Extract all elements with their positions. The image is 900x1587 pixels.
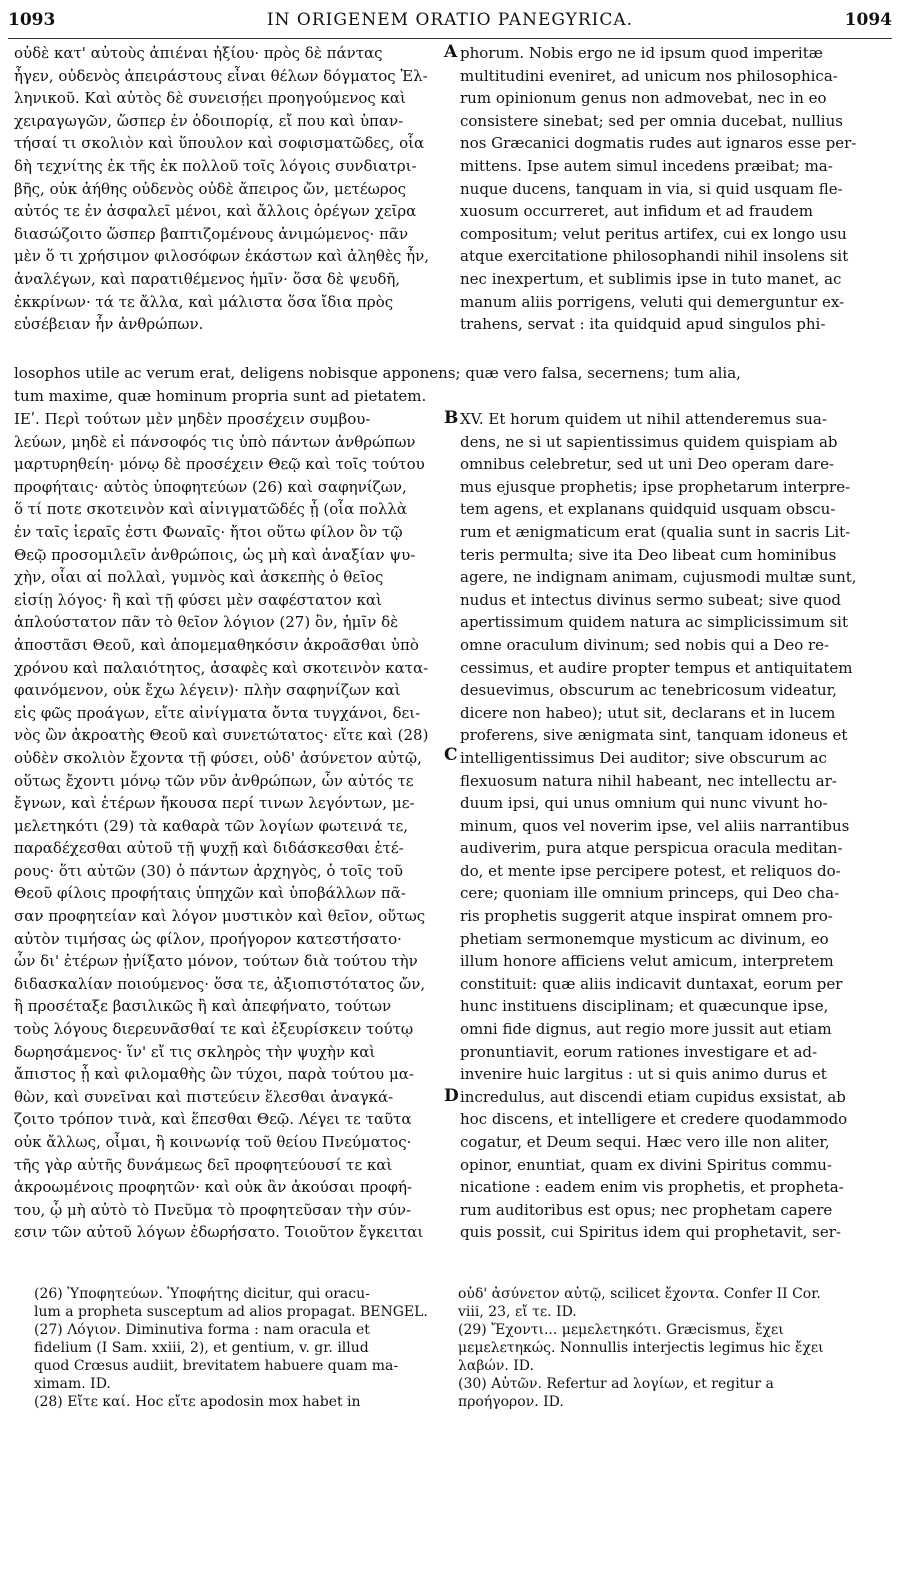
text-line: trahens, servat : ita quidquid apud singulos phi- (460, 315, 826, 334)
footnote-line: (30) Αὐτῶν. Refertur ad λογίων, et regitur a (458, 1376, 774, 1392)
text-line: θὼν, καὶ συνεῖναι καὶ πιστεύειν ἕλεσθαι ἀναγκά- (14, 1087, 394, 1106)
text-line: ρους· ὅτι αὐτῶν (30) ὁ πάντων ἀρχηγὸς, ὁ τοῖς τοῦ (14, 861, 404, 880)
text-line: χειραγωγῶν, ὥσπερ ἐν ὁδοιπορίᾳ, εἴ που καὶ ὑπαν- (14, 111, 404, 130)
text-line: multitudini eveniret, ad unicum nos philosophica- (460, 66, 838, 85)
text-line: εσιν τῶν αὐτοῦ λόγων ἐδωρήσατο. Τοιοῦτον ἔγκειται (14, 1223, 424, 1242)
footnote-line: ximam. ID. (34, 1376, 111, 1392)
text-line: εἰσίῃ λόγος· ἢ καὶ τῇ φύσει μὲν σαφέστατον καὶ (14, 590, 382, 609)
text-line: opinor, enuntiat, quam ex divini Spiritus commu- (460, 1155, 832, 1174)
text-line: tum maxime, quæ hominum propria sunt ad pietatem. (14, 386, 427, 405)
text-line: intelligentissimus Dei auditor; sive obscurum ac (460, 748, 827, 767)
text-line: μαρτυρηθείη· μόνῳ δὲ προσέχειν Θεῷ καὶ τοῖς τούτου (14, 455, 425, 474)
margin-marker-a: A (444, 42, 458, 62)
text-line: losophos utile ac verum erat, deligens nobisque apponens; quæ vero falsa, secernens; tum alia, (14, 364, 741, 382)
text-line: ἀκροωμένοις προφητῶν· καὶ οὐκ ἂν ἀκούσαι προφή- (14, 1178, 413, 1197)
text-line: apertissimum quidem natura ac simplicissimum sit (460, 613, 849, 632)
text-line: teris permulta; sive ita Deo libeat cum hominibus (460, 545, 837, 564)
text-line: οὐκ ἄλλως, οἶμαι, ἢ κοινωνίᾳ τοῦ θείου Πνεύματος· (14, 1133, 412, 1151)
footnote-line: οὐδ' ἀσύνετον αὐτῷ, scilicet ἔχοντα. Confer II Cor. (458, 1286, 821, 1302)
text-line: rum et ænigmaticum erat (qualia sunt in sacris Lit- (460, 522, 851, 541)
footnotes-left (34, 1285, 444, 1411)
latin-full-width-lines (14, 362, 890, 407)
text-line: τῆς γὰρ αὐτῆς δυνάμεως δεῖ προφητεύουσί τε καὶ (14, 1155, 393, 1174)
text-line: φαινόμενον, οὐκ ἔχω λέγειν)· πλὴν σαφηνίζων καὶ (14, 681, 401, 700)
text-line: χρόνου καὶ παλαιότητος, ἀσαφὲς καὶ σκοτεινὸν κατα- (14, 658, 429, 677)
text-line: omne oraculum divinum; sed nobis qui a Deo re- (460, 635, 830, 654)
margin-marker-c: C (444, 745, 458, 765)
footnote-line: λαβών. ID. (458, 1358, 534, 1374)
text-line: μελετηκότι (29) τὰ καθαρὰ τῶν λογίων φωτεινά τε, (14, 816, 409, 835)
margin-marker-d: D (444, 1086, 459, 1106)
text-line: Θεῷ προσομιλεῖν ἀνθρώποις, ὡς μὴ καὶ ἀναξίαν ψυ- (14, 545, 416, 564)
text-line: agere, ne indignam animam, cujusmodi multæ sunt, (460, 568, 857, 587)
text-line: ζοιτο τρόπον τινὰ, καὶ ἕπεσθαι Θεῷ. Λέγει τε ταῦτα (14, 1110, 412, 1129)
header-rule (8, 38, 892, 39)
text-line: atque exercitatione philosophandi nihil insolens sit (460, 247, 849, 266)
text-line: οὐδὲ κατ' αὐτοὺς ἀπιέναι ἠξίου· πρὸς δὲ πάντας (14, 44, 383, 62)
page-header (8, 10, 892, 36)
text-line: compositum; velut peritus artifex, cui ex longo usu (460, 224, 847, 243)
text-line: constituit: quæ aliis indicavit duntaxat, eorum per (460, 974, 843, 993)
text-line: ἀποστᾶσι Θεοῦ, καὶ ἀπομεμαθηκόσιν ἀκροᾶσθαι ὑπὸ (14, 635, 419, 654)
text-line: incredulus, aut discendi etiam cupidus exsistat, ab (460, 1087, 846, 1106)
text-line: cessimus, et audire propter tempus et antiquitatem (460, 658, 853, 677)
text-line: ὧν δι' ἑτέρων ᾐνίξατο μόνον, τούτων διὰ τούτου τὴν (14, 952, 418, 971)
text-line: desuevimus, obscurum ac tenebricosum videatur, (460, 681, 837, 700)
text-line: τοὺς λόγους διερευνᾶσθαί τε καὶ ἐξευρίσκειν τούτῳ (14, 1020, 414, 1039)
text-line: minum, quos vel noverim ipse, vel aliis narrantibus (460, 816, 850, 835)
text-line: consistere sinebat; sed per omnia ducebat, nullius (460, 111, 843, 130)
footnote-line: (26) Ὑποφητεύων. Ὑποφήτης dicitur, qui oracu- (34, 1286, 370, 1302)
text-line: του, ᾧ μὴ αὐτὸ τὸ Πνεῦμα τὸ προφητεῦσαν τὴν σύν- (14, 1200, 412, 1219)
text-line: nicatione : eadem enim vis prophetis, et propheta- (460, 1178, 844, 1197)
footnote-line: lum a propheta susceptum ad alios propagat. BENGEL. (34, 1304, 428, 1320)
text-line: illum honore afficiens velut amicum, interpretem (460, 952, 834, 971)
text-line: ἀναλέγων, καὶ παρατιθέμενος ἡμῖν· ὅσα δὲ ψευδῆ, (14, 269, 401, 288)
text-line: proferens, sive ænigmata sint, tanquam idoneus et (460, 726, 848, 745)
text-line: phetiam sermonemque mysticum ac divinum, eo (460, 929, 829, 948)
text-line: χὴν, οἷαι αἱ πολλαὶ, γυμνὸς καὶ ἀσκεπὴς ὁ θεῖος (14, 568, 384, 587)
left-column-number: 1093 (8, 10, 56, 30)
text-line: λεύων, μηδὲ εἰ πάνσοφός τις ὑπὸ πάντων ἀνθρώπων (14, 432, 416, 451)
text-line: ἐκκρίνων· τά τε ἄλλα, καὶ μάλιστα ὅσα ἴδια πρὸς (14, 292, 394, 311)
text-line: ἄπιστος ᾖ καὶ φιλομαθὴς ὢν τύχοι, παρὰ τούτου μα- (14, 1065, 414, 1084)
text-line: ἢ προσέταξε βασιλικῶς ἢ καὶ ἀπεφήνατο, τούτων (14, 997, 392, 1016)
text-line: nec inexpertum, et sublimis ipse in tuto manet, ac (460, 269, 842, 288)
text-line: xuosum occurreret, aut infidum et ad fraudem (460, 202, 813, 221)
text-line: ἁπλούστατον πᾶν τὸ θεῖον λόγιον (27) ὂν, ἡμῖν δὲ (14, 613, 399, 632)
text-line: audiverim, pura atque perspicua oracula meditan- (460, 839, 843, 858)
latin-column-top (460, 42, 890, 336)
greek-column-top (14, 42, 446, 336)
text-line: οὐδὲν σκολιὸν ἔχοντα τῇ φύσει, οὐδ' ἀσύνετον αὐτῷ, (14, 748, 422, 767)
text-line: τήσαί τι σκολιὸν καὶ ὕπουλον καὶ σοφισματῶδες, οἷα (14, 134, 425, 153)
text-line: δὴ τεχνίτης ἐκ τῆς ἐκ πολλοῦ τοῖς λόγοις συνδιατρι- (14, 156, 417, 175)
text-line: invenire huic largitus : ut si quis animo durus et (460, 1065, 827, 1084)
text-line: dicere non habeo); utut sit, declarans et in lucem (460, 703, 836, 722)
text-line: XV. Et horum quidem ut nihil attenderemus sua- (460, 410, 827, 428)
footnote-line: μεμελετηκώς. Nonnullis interjectis legimus hic ἔχει (458, 1340, 824, 1356)
text-line: ληνικοῦ. Καὶ αὐτὸς δὲ συνεισῄει προηγούμενος καὶ (14, 89, 406, 108)
text-line: nudus et intectus divinus sermo subeat; sive quod (460, 590, 842, 609)
text-line: duum ipsi, qui unus omnium qui nunc vivunt ho- (460, 794, 828, 813)
text-line: αὐτός τε ἐν ἀσφαλεῖ μένοι, καὶ ἄλλοις ὀρέγων χεῖρα (14, 202, 417, 221)
text-line: αὐτὸν τιμήσας ὡς φίλον, προήγορον κατεστήσατο· (14, 929, 402, 948)
text-line: εὐσέβειαν ἦν ἀνθρώπων. (14, 315, 204, 334)
text-line: rum opinionum genus non admovebat, nec in eo (460, 89, 827, 108)
text-line: tem agens, et explanans quidquid usquam obscu- (460, 500, 836, 519)
text-line: διδασκαλίαν ποιούμενος· ὅσα τε, ἀξιοπιστότατος ὤν, (14, 974, 426, 993)
text-line: mittens. Ipse autem simul incedens præibat; ma- (460, 156, 833, 175)
footnotes-right (458, 1285, 888, 1411)
text-line: hunc instituens disciplinam; et quæcunque ipse, (460, 997, 829, 1016)
text-line: phorum. Nobis ergo ne id ipsum quod imperitæ (460, 44, 823, 62)
text-line: ἐν ταῖς ἱεραῖς ἐστι Φωναῖς· ἤτοι οὕτω φίλον ὂν τῷ (14, 522, 403, 541)
footnote-line: (28) Εἴτε καί. Hoc εἴτε apodosin mox habet in (34, 1394, 361, 1410)
text-line: ris prophetis suggerit atque inspirat omnem pro- (460, 907, 833, 926)
text-line: flexuosum natura nihil habeant, nec intellectu ar- (460, 771, 837, 790)
text-line: manum aliis porrigens, veluti qui demerguntur ex- (460, 292, 845, 311)
latin-column-main (460, 408, 890, 1244)
text-line: προφήταις· αὐτὸς ὑποφητεύων (26) καὶ σαφηνίζων, (14, 477, 407, 496)
text-line: παραδέχεσθαι αὐτοῦ τῇ ψυχῇ καὶ διδάσκεσθαι ἑτέ- (14, 839, 404, 858)
text-line: Θεοῦ φίλοις προφήταις ὑπηχῶν καὶ ὑποβάλλων πᾶ- (14, 884, 406, 903)
text-line: cogatur, et Deum sequi. Hæc vero ille non aliter, (460, 1133, 830, 1151)
footnote-line: quod Crœsus audiit, brevitatem habuere quam ma- (34, 1358, 399, 1374)
footnote-line: fidelium (I Sam. xxiii, 2), et gentium, v. gr. illud (34, 1340, 369, 1356)
footnote-line: (29) Ἔχοντι... μεμελετηκότι. Græcismus, ἔχει (458, 1322, 784, 1338)
text-line: ἦγεν, οὐδενὸς ἀπειράστους εἶναι θέλων δόγματος Ἑλ- (14, 66, 428, 85)
text-line: omni fide dignus, aut regio more jussit aut etiam (460, 1020, 832, 1039)
footnote-line: (27) Λόγιον. Diminutiva forma : nam oracula et (34, 1322, 370, 1338)
text-line: βῆς, οὐκ ἀήθης οὐδενὸς οὐδὲ ἄπειρος ὤν, μετέωρος (14, 179, 407, 198)
text-line: cere; quoniam ille omnium princeps, qui Deo cha- (460, 884, 840, 903)
text-line: ὅ τί ποτε σκοτεινὸν καὶ αἰνιγματῶδές ᾖ (οἷα πολλὰ (14, 500, 408, 519)
text-line: hoc discens, et intelligere et credere quodammodo (460, 1110, 848, 1129)
text-line: ΙΕʹ. Περὶ τούτων μὲν μηδὲν προσέχειν συμβου- (14, 410, 371, 428)
text-line: σαν προφητείαν καὶ λόγον μυστικὸν καὶ θεῖον, οὕτως (14, 907, 426, 926)
text-line: quis possit, cui Spiritus idem qui prophetavit, ser- (460, 1223, 841, 1242)
text-line: οὕτως ἔχοντι μόνῳ τῶν νῦν ἀνθρώπων, ὧν αὐτός τε (14, 771, 414, 790)
footnote-line: viii, 23, εἴ τε. ID. (458, 1304, 577, 1320)
running-title: IN ORIGENEM ORATIO PANEGYRICA. (266, 10, 634, 30)
text-line: omnibus celebretur, sed ut uni Deo operam dare- (460, 455, 835, 474)
footnote-line: προήγορον. ID. (458, 1394, 564, 1410)
text-line: νὸς ὢν ἀκροατὴς Θεοῦ καὶ συνετώτατος· εἴτε καὶ (28) (14, 726, 429, 745)
text-line: mus ejusque prophetis; ipse prophetarum interpre- (460, 477, 851, 496)
text-line: μὲν ὅ τι χρήσιμον φιλοσόφων ἑκάστων καὶ ἀληθὲς ἦν, (14, 247, 430, 266)
margin-marker-b: B (444, 408, 459, 428)
text-line: δωρησάμενος· ἵν' εἴ τις σκληρὸς τὴν ψυχὴν καὶ (14, 1042, 376, 1061)
text-line: ἔγνων, καὶ ἑτέρων ἤκουσα περί τινων λεγόντων, με- (14, 794, 415, 813)
text-line: pronuntiavit, eorum rationes investigare et ad- (460, 1042, 818, 1061)
text-line: nos Græcanici dogmatis rudes aut ignaros esse per- (460, 134, 857, 153)
text-line: rum auditoribus est opus; nec prophetam capere (460, 1200, 833, 1219)
text-line: nuque ducens, tanquam in via, si quid usquam fle- (460, 179, 843, 198)
right-column-number: 1094 (844, 10, 892, 30)
text-line: διασώζοιτο ὥσπερ βαπτιζομένους ἀνιμώμενος· πᾶν (14, 224, 409, 243)
text-line: εἰς φῶς προάγων, εἴτε αἰνίγματα ὄντα τυγχάνοι, δει- (14, 703, 421, 722)
text-line: do, et mente ipse percipere potest, et reliquos do- (460, 861, 841, 880)
greek-column-main (14, 408, 446, 1244)
text-line: dens, ne si ut sapientissimus quidem quispiam ab (460, 432, 838, 451)
